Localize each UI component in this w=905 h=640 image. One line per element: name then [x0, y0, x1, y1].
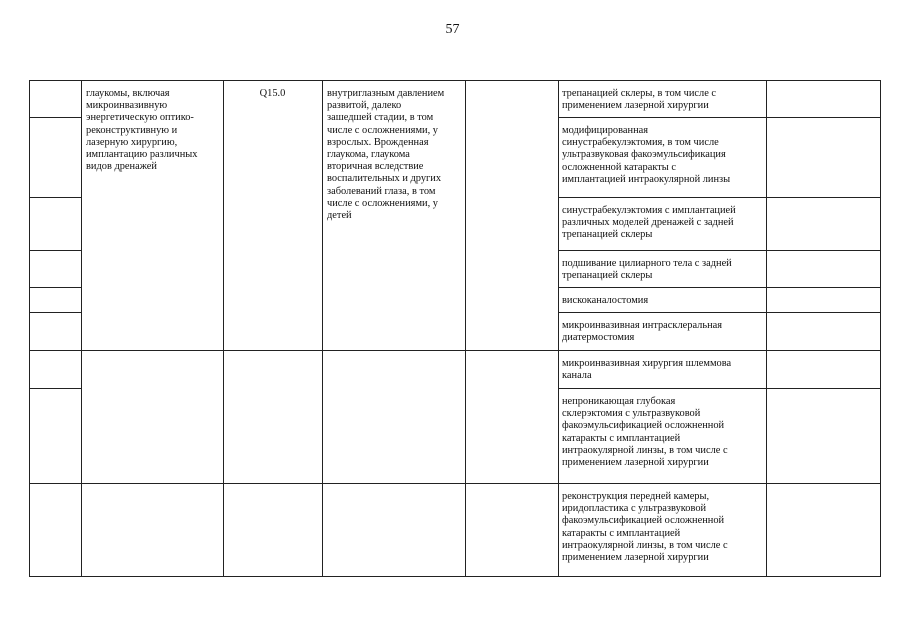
row-border — [29, 576, 881, 577]
method-cell: вискоканалостомия — [562, 295, 649, 306]
row-border — [29, 117, 81, 118]
procedures-table — [29, 80, 881, 577]
row-border — [558, 197, 881, 198]
row-border — [29, 483, 881, 484]
col-border — [322, 80, 323, 577]
page-number: 57 — [445, 22, 460, 37]
row-border — [29, 80, 881, 81]
col-border — [766, 80, 767, 577]
col-border — [29, 80, 30, 577]
patient-model: внутриглазным давлением развитой, далеко зашедшей стадии, в том числе с осложнениями, у взрослых. Врожденная глаукома, глаукома вторичная вследствие воспалительных и других заболеваний глаза, в том числе с осложнениями, у детей — [327, 88, 445, 222]
method-cell: синустрабекулэктомия с имплантацией различных моделей дренажей с задней трепанацией склеры — [562, 205, 736, 241]
row-border — [29, 287, 81, 288]
col-border — [223, 80, 224, 577]
method-cell: непроникающая глубокая склерэктомия с ультразвуковой факоэмульсификацией осложненной катаракты с имплантацией интраокулярной линзы, в том числе с применением лазерной хирургии — [562, 396, 728, 469]
row-border — [29, 312, 81, 313]
row-border — [558, 250, 881, 251]
row-border — [29, 388, 81, 389]
row-border — [558, 312, 881, 313]
method-cell: модифицированная синустрабекулэктомия, в том числе ультразвуковая факоэмульсификация осложненной катаракты с имплантацией интраокулярной линзы — [562, 125, 731, 185]
diagnosis-code: Q15.0 — [259, 88, 286, 99]
row-border — [29, 250, 81, 251]
method-cell: реконструкция передней камеры, иридопластика с ультразвуковой факоэмульсификацией осложненной катаракты с имплантацией интраокулярной линзы, в том числе с применением лазерной хирургии — [562, 491, 728, 564]
row-border — [558, 117, 881, 118]
method-cell: трепанацией склеры, в том числе с применением лазерной хирургии — [562, 88, 717, 112]
col-border — [81, 80, 82, 577]
treatment-description: глаукомы, включая микроинвазивную энергетическую оптико- реконструктивную и лазерную хирургию, имплантацию различных видов дренажей — [86, 88, 198, 173]
method-cell: микроинвазивная хирургия шлеммова канала — [562, 358, 732, 382]
row-border — [558, 388, 881, 389]
row-border — [29, 197, 81, 198]
row-border — [29, 350, 881, 351]
col-border — [880, 80, 881, 577]
method-cell: микроинвазивная интрасклеральная диатермостомия — [562, 320, 723, 344]
row-border — [558, 287, 881, 288]
col-border — [558, 80, 559, 577]
col-border — [465, 80, 466, 577]
method-cell: подшивание цилиарного тела с задней трепанацией склеры — [562, 258, 732, 282]
